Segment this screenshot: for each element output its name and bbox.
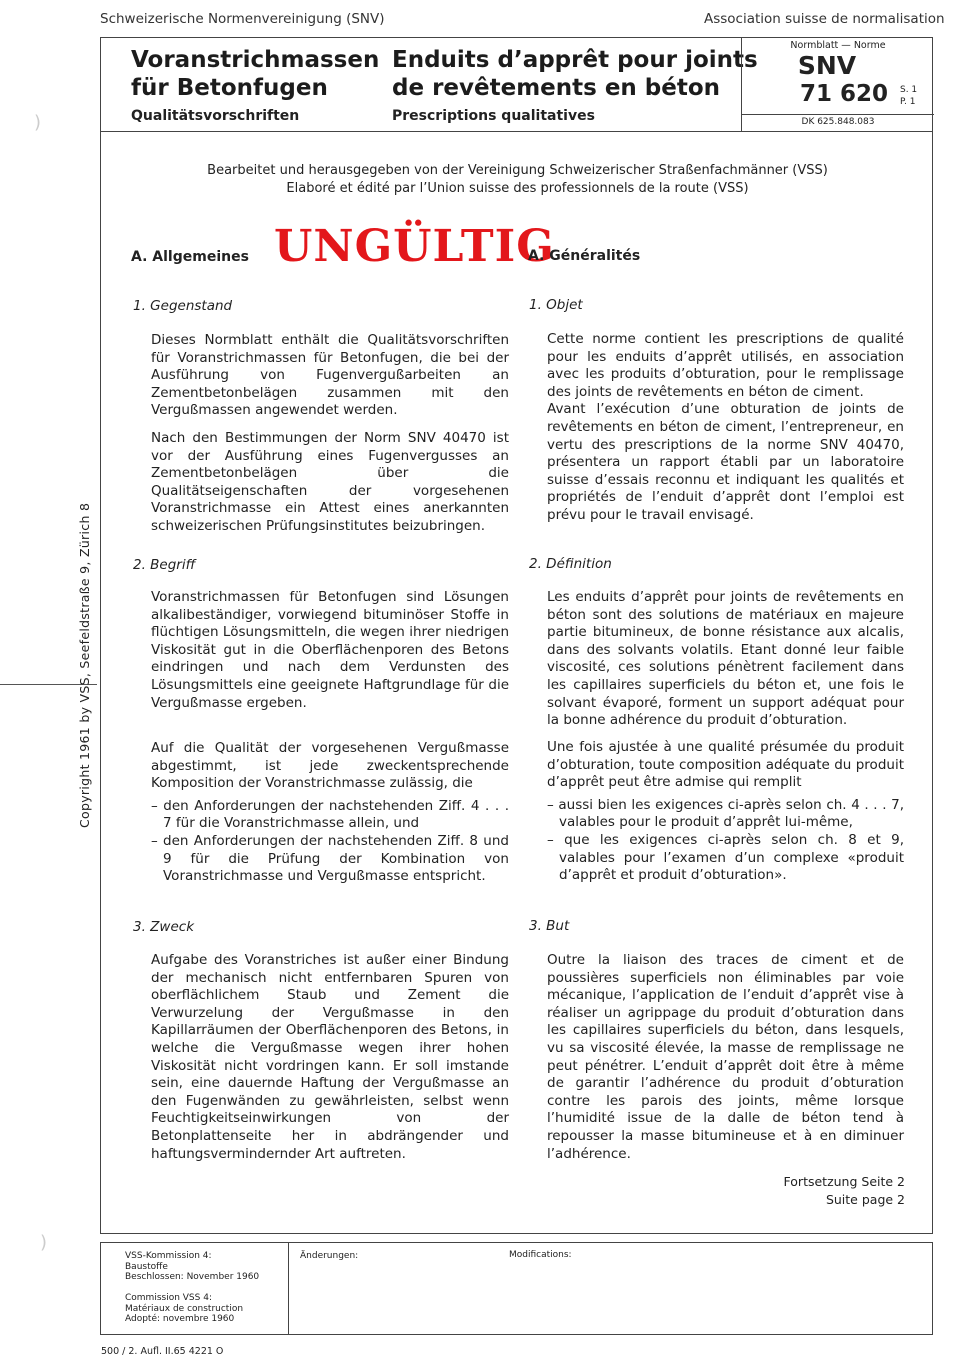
section-a-de: A. Allgemeines (131, 249, 249, 265)
section-3-de: 3. Zweck (133, 919, 195, 935)
text-de-1b: Nach den Bestimmungen der Norm SNV 40470 ist vor der Ausführung eines Fugenvergusses an Zementbetonbelägen über die Qualitätseigenschaften der vorgesehenen Voranstrichmasse ein Attest eines anerkannten schweizerischen Prüfungsinstitutes beizubringen. (151, 430, 509, 534)
norm-page-p: P. 1 (900, 97, 916, 107)
section-2-fr: 2. Définition (529, 556, 612, 572)
norm-number: 71 620 (800, 81, 889, 107)
footer-fr-line3: Adopté: novembre 1960 (125, 1314, 235, 1324)
list-de-2b (151, 798, 509, 886)
text-fr-2a: Les enduits d’apprêt pour joints de revêtements en béton sont des solutions de matériaux en majeure partie bitumineux, de bonne résistance aux alcalis, dans des solvants volatils. Etant donné leur faible viscosité, ces solutions pénètrent facilement dans les capillaires superficiels du béton et, une fois le solvant évaporé, forment un support adéquat pour la bonne adhérence du produit d’obturation. (547, 589, 904, 729)
text-fr-3: Outre la liaison des traces de ciment et de poussières superficiels non éliminables par voie mécanique, l’application de l’enduit d’apprêt vise à réaliser un agrippage du produit d’obturation dans les capillaires superficiels du béton, dans lesquels, vu sa viscosité élevée, la masse de remplissage ne peut pénétrer. L’enduit d’apprêt doit être à même de garantir l’adhérence du produit d’obturation contre les parois des joints, même lorsque l’humidité issue de la dalle de béton tend à repousser la masse bitumineuse et à en diminuer l’adhérence. (547, 952, 904, 1162)
list-item: – den Anforderungen der nachstehenden Ziff. 4 . . . 7 für die Voranstrichmasse allein, und (151, 797, 509, 832)
title-fr-line1: Enduits d’apprêt pour joints (392, 47, 758, 73)
footer-divider (288, 1243, 289, 1334)
scan-mark: ) (34, 112, 42, 133)
text-fr-1b: Avant l’exécution d’une obturation de joints de revêtements en béton de ciment, l’entrepreneur, en vertu des prescriptions de la norme SNV 40470, présentera un rapport établi par un laboratoire suisse d’essais reconnu et indiquant les qualités et propriétés de l’enduit d’apprêt dont l’emploi est prévu pour le travail envisagé. (547, 401, 904, 523)
section-a-fr: A. Généralités (528, 248, 641, 264)
section-1-fr: 1. Objet (529, 297, 583, 313)
footer-changes-de: Änderungen: (300, 1251, 359, 1261)
title-de-line1: Voranstrichmassen (131, 47, 380, 73)
editor-fr: Elaboré et édité par l’Union suisse des professionnels de la route (VSS) (286, 181, 749, 196)
title-fr-sub: Prescriptions qualitatives (392, 108, 595, 124)
norm-label: Normblatt — Norme (790, 40, 886, 51)
text-fr-1-block (547, 331, 904, 525)
norm-page (900, 84, 917, 108)
text-de-1a: Dieses Normblatt enthält die Qualitätsvorschriften für Voranstrichmassen für Betonfugen, die bei der Ausführung von Fugenvergußarbeiten an Zementbetonbelägen zusammen mit den Vergußmassen angewendet werden. (151, 332, 509, 419)
title-de (131, 46, 379, 130)
section-2-de: 2. Begriff (133, 557, 196, 573)
text-fr-2b: Une fois ajustée à une qualité présumée du produit d’obturation, toute composition adéquate du produit d’apprêt peut être admise qui remplit (547, 739, 904, 791)
footer-fr-line1: Commission VSS 4: (125, 1293, 212, 1303)
footer-commission-fr (125, 1293, 243, 1325)
footer-commission-de (125, 1251, 259, 1283)
title-de-sub: Qualitätsvorschriften (131, 108, 300, 124)
list-item: – que les exigences ci-après selon ch. 8 et 9, valables pour l’examen d’un complexe «produit d’apprêt et produit d’obturation». (547, 831, 904, 884)
list-item: – aussi bien les exigences ci-après selon ch. 4 . . . 7, valables pour le produit d’apprêt lui-même, (547, 796, 904, 831)
scan-mark: ) (40, 1232, 48, 1253)
title-de-line2: für Betonfugen (131, 75, 328, 101)
header-left: Schweizerische Normenvereinigung (SNV) (100, 11, 385, 27)
continuation-de: Fortsetzung Seite 2 (783, 1174, 905, 1189)
norm-box (741, 37, 933, 131)
norm-snv: SNV (797, 51, 857, 80)
footer-de-line1: VSS-Kommission 4: (125, 1251, 212, 1261)
norm-page-s: S. 1 (900, 85, 918, 95)
list-fr-2b (547, 797, 904, 885)
list-item: – den Anforderungen der nachstehenden Ziff. 8 und 9 für die Prüfung der Kombination von Voranstrichmasse und Vergußmasse entspricht. (151, 832, 509, 885)
section-1-de: 1. Gegenstand (133, 298, 233, 314)
continuation (705, 1173, 905, 1209)
title-fr-line2: de revêtements en béton (392, 75, 721, 101)
print-info: 500 / 2. Aufl. II.65 4221 O (101, 1346, 224, 1357)
footer-fr-line2: Matériaux de construction (125, 1303, 244, 1314)
text-fr-2b-block (547, 739, 904, 885)
title-divider (100, 131, 933, 132)
text-de-2b-block (151, 740, 509, 886)
text-de-3: Aufgabe des Voranstriches ist außer einer Bindung der mechanisch nicht entfernbaren Spuren von oberflächlichem Staub und Zement die Verwurzelung der Vergußmasse in den Kapillarräumen der Oberflächenporen des Betons, in welche die Vergußmasse wegen ihrer hohen Viskosität nicht vordringen kann. Er soll imstande sein, eine dauernde Haftung der Vergußmasse an den Fugenwänden zu gewährleisten, selbst wenn Feuchtigkeitseinwirkungen von der Betonplattenseite her in abdrängender und haftungsvermindernder Art auftreten. (151, 952, 509, 1162)
header-right: Association suisse de normalisation (704, 11, 945, 27)
copyright-note: Copyright 1961 by VSS, Seefeldstraße 9, Zürich 8 (77, 502, 92, 828)
footer-de-line2: Baustoffe (125, 1261, 168, 1272)
editor-de: Bearbeitet und herausgegeben von der Vereinigung Schweizerischer Straßenfachmänner (VSS) (207, 163, 828, 178)
text-fr-1: Cette norme contient les prescriptions de qualité pour les enduits d’apprêt utilisés, en association avec les produits d’obturation, pour le remplissage des joints de revêtements en béton de ciment. (547, 331, 904, 400)
footer-changes-fr: Modifications: (509, 1250, 572, 1260)
text-de-2b: Auf die Qualität der vorgesehenen Vergußmasse abgestimmt, ist jede zweckentsprechende Komposition der Voranstrichmasse zulässig, die (151, 740, 509, 792)
title-fr (392, 46, 758, 130)
invalid-stamp: UNGÜLTIG (274, 221, 555, 272)
section-3-fr: 3. But (529, 918, 570, 934)
continuation-fr: Suite page 2 (825, 1192, 905, 1207)
footer-de-line3: Beschlossen: November 1960 (125, 1272, 260, 1282)
norm-dk: DK 625.848.083 (742, 114, 934, 127)
text-de-2a: Voranstrichmassen für Betonfugen sind Lösungen alkalibeständiger, vorwiegend bituminöser Stoffe in flüchtigen Lösungsmitteln, die wegen ihrer niedrigen Viskosität gut in die Oberflächenporen des Betons eindringen und nach dem Verdunsten des Lösungsmittels eine geeignete Haftgrundlage für die Vergußmasse ergeben. (151, 589, 509, 711)
footer-box (100, 1242, 933, 1335)
